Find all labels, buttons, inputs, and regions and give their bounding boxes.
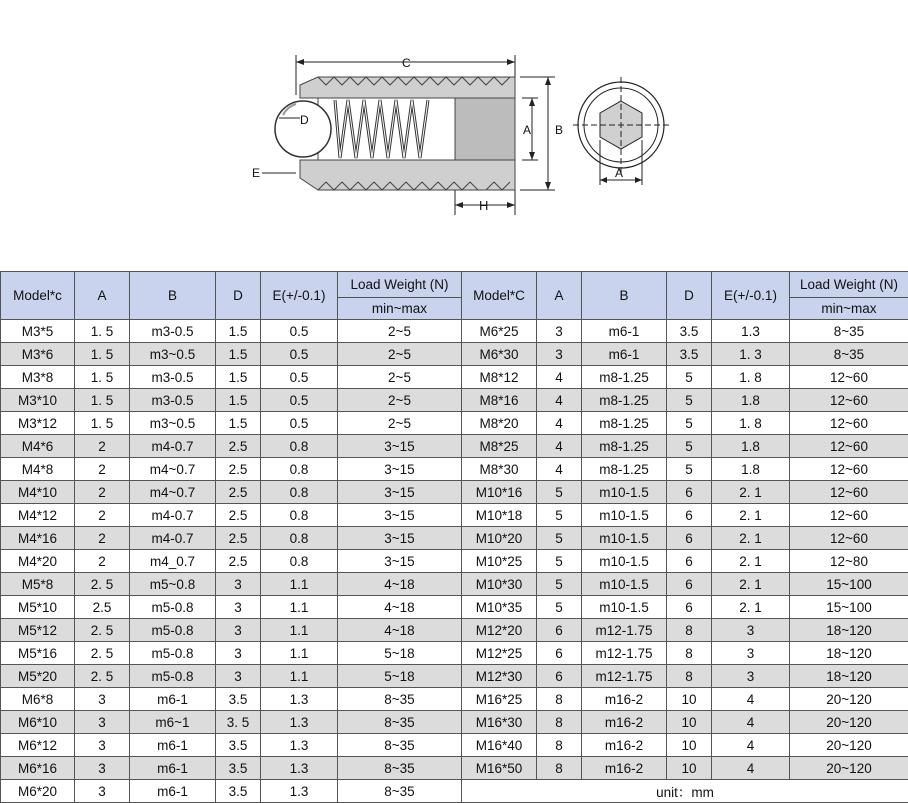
table-cell: M4*10 [1,481,75,504]
table-cell: 1. 3 [712,343,790,366]
table-cell: 2~5 [338,389,462,412]
table-cell: 4 [712,757,790,780]
table-cell: 2. 5 [75,573,130,596]
end-view-label-a: A [615,166,624,180]
table-row [1,435,908,458]
table-cell: 1.3 [261,734,338,757]
table-cell: 8~35 [338,688,462,711]
table-cell: 4 [537,389,582,412]
table-cell: 5 [537,573,582,596]
table-cell: 8 [667,642,712,665]
plunger-body [275,77,515,190]
table-cell: 12~60 [790,527,908,550]
table-row [1,504,908,527]
table-row [1,366,908,389]
table-cell: M12*20 [462,619,537,642]
table-cell: M8*25 [462,435,537,458]
table-cell: 10 [667,734,712,757]
table-cell: 3~15 [338,504,462,527]
table-cell: 4 [537,435,582,458]
table-cell: 1.5 [216,412,261,435]
table-cell: 1. 5 [75,320,130,343]
table-cell: 3~15 [338,527,462,550]
table-cell: 1.1 [261,596,338,619]
dim-label-b: B [555,123,564,137]
table-cell: 4~18 [338,573,462,596]
table-cell: 8~35 [338,780,462,803]
table-cell: 1. 8 [712,366,790,389]
table-cell: 12~60 [790,481,908,504]
table-cell: m10-1.5 [582,596,667,619]
table-cell: 12~60 [790,458,908,481]
table-cell: 12~60 [790,504,908,527]
table-cell: 3 [216,619,261,642]
table-cell: m16-2 [582,688,667,711]
table-cell: m12-1.75 [582,642,667,665]
table-cell: M10*18 [462,504,537,527]
table-cell: 12~80 [790,550,908,573]
table-cell: M4*12 [1,504,75,527]
table-row [1,458,908,481]
table-cell: M10*25 [462,550,537,573]
table-cell: 3 [537,320,582,343]
table-cell: 20~120 [790,757,908,780]
table-cell: M10*35 [462,596,537,619]
table-cell: 1. 5 [75,412,130,435]
table-cell: 8 [537,688,582,711]
table-cell: 20~120 [790,688,908,711]
table-cell: M3*12 [1,412,75,435]
table-cell: 1.1 [261,619,338,642]
header-a-left: A [75,272,130,320]
table-cell: 5 [537,527,582,550]
table-cell: 1.5 [216,320,261,343]
table-cell: M6*10 [1,711,75,734]
table-cell: 20~120 [790,711,908,734]
table-row [1,596,908,619]
table-cell: 4 [712,688,790,711]
table-cell: M8*12 [462,366,537,389]
table-cell: 0.8 [261,504,338,527]
table-cell: m5-0.8 [130,596,216,619]
table-cell: m6-1 [130,780,216,803]
table-cell: 0.5 [261,389,338,412]
table-row [1,412,908,435]
table-cell: M6*12 [1,734,75,757]
dim-label-d: D [300,113,309,127]
table-cell: 3 [75,688,130,711]
table-cell: 12~60 [790,366,908,389]
dim-label-a: A [523,123,532,137]
header-e-right: E(+/-0.1) [712,272,790,320]
header-load-right: Load Weight (N) [790,272,908,298]
table-row [1,688,908,711]
table-cell: m5-0.8 [130,619,216,642]
table-cell: 5 [537,504,582,527]
table-row [1,320,908,343]
table-cell: M5*20 [1,665,75,688]
table-cell: 1.1 [261,573,338,596]
table-cell: M8*16 [462,389,537,412]
table-cell: 5~18 [338,665,462,688]
header-b-left: B [130,272,216,320]
table-cell: 15~100 [790,596,908,619]
table-cell: 3 [75,780,130,803]
table-cell: m5-0.8 [130,642,216,665]
spring-plunger-drawing [0,0,908,270]
table-cell: m4_0.7 [130,550,216,573]
table-cell: m8-1.25 [582,412,667,435]
table-cell: 3.5 [216,734,261,757]
table-cell: 8~35 [790,343,908,366]
table-cell: 3.5 [216,780,261,803]
table-cell: 2.5 [216,504,261,527]
table-cell: 2~5 [338,412,462,435]
table-cell: m12-1.75 [582,665,667,688]
table-cell: 5 [537,481,582,504]
table-cell: 5~18 [338,642,462,665]
table-cell: 8~35 [790,320,908,343]
table-cell: 8~35 [338,734,462,757]
table-cell: m10-1.5 [582,504,667,527]
table-cell: 1.8 [712,435,790,458]
table-cell: 4~18 [338,596,462,619]
table-row [1,527,908,550]
table-cell: 8~35 [338,711,462,734]
table-cell: M5*10 [1,596,75,619]
table-cell: M16*50 [462,757,537,780]
table-cell: 6 [537,665,582,688]
table-cell: 2.5 [216,550,261,573]
table-cell: 1. 5 [75,389,130,412]
table-cell: 8 [537,757,582,780]
table-cell: m10-1.5 [582,481,667,504]
table-cell: m10-1.5 [582,573,667,596]
table-cell: 1.1 [261,642,338,665]
table-cell: m4-0.7 [130,527,216,550]
table-cell: M16*25 [462,688,537,711]
table-cell: M10*16 [462,481,537,504]
table-cell: 15~100 [790,573,908,596]
table-cell: 1.3 [261,780,338,803]
table-cell: m16-2 [582,711,667,734]
table-cell: 12~60 [790,435,908,458]
table-cell: M5*8 [1,573,75,596]
table-cell: m3-0.5 [130,366,216,389]
table-cell: M6*16 [1,757,75,780]
table-cell: 3~15 [338,481,462,504]
table-cell: m3~0.5 [130,343,216,366]
table-header-row [1,272,908,298]
table-cell: 5 [667,435,712,458]
table-cell: 3 [216,665,261,688]
table-cell: 1.3 [261,757,338,780]
table-cell: M6*20 [1,780,75,803]
dim-label-h: H [479,198,489,213]
table-cell: m16-2 [582,734,667,757]
table-cell: M4*20 [1,550,75,573]
table-cell: 1. 5 [75,343,130,366]
table-cell: M3*6 [1,343,75,366]
header-d-right: D [667,272,712,320]
table-cell: m3-0.5 [130,320,216,343]
table-cell: 0.8 [261,550,338,573]
table-cell: M12*25 [462,642,537,665]
table-cell: 0.8 [261,435,338,458]
table-cell: M16*30 [462,711,537,734]
table-cell: 6 [667,504,712,527]
dim-label-e: E [252,166,261,180]
table-cell: 8 [537,711,582,734]
table-cell: 4 [537,366,582,389]
table-cell: 6 [667,550,712,573]
table-cell: 18~120 [790,642,908,665]
table-cell: 3.5 [216,757,261,780]
table-cell: 3 [712,619,790,642]
table-row [1,734,908,757]
table-row [1,619,908,642]
table-cell: 0.8 [261,481,338,504]
table-row [1,343,908,366]
table-cell: 4 [537,458,582,481]
table-cell: M5*12 [1,619,75,642]
table-cell: 3 [712,642,790,665]
table-cell: 6 [537,619,582,642]
table-cell: 5 [667,412,712,435]
table-cell: m5-0.8 [130,665,216,688]
table-cell: 5 [667,366,712,389]
table-row [1,665,908,688]
table-cell: M3*5 [1,320,75,343]
table-cell: m16-2 [582,757,667,780]
table-row [1,481,908,504]
table-cell: 3~15 [338,458,462,481]
table-cell: 0.8 [261,527,338,550]
header-load-sub-right: min~max [790,298,908,320]
table-cell: 2~5 [338,320,462,343]
table-cell: m5~0.8 [130,573,216,596]
header-d-left: D [216,272,261,320]
header-load-left: Load Weight (N) [338,272,462,298]
table-cell: m4-0.7 [130,435,216,458]
table-cell: 18~120 [790,665,908,688]
table-cell: m4~0.7 [130,481,216,504]
table-cell: 2.5 [216,435,261,458]
table-cell: 0.5 [261,366,338,389]
table-cell: 20~120 [790,734,908,757]
table-cell: M4*16 [1,527,75,550]
table-cell: 10 [667,688,712,711]
table-cell: M5*16 [1,642,75,665]
table-cell: 2 [75,458,130,481]
table-cell: 2. 1 [712,481,790,504]
table-cell: 5 [537,596,582,619]
table-cell: 4 [712,734,790,757]
table-cell: 4 [537,412,582,435]
table-cell: 3 [216,642,261,665]
table-cell: m6~1 [130,711,216,734]
table-cell: 4 [712,711,790,734]
table-cell: 5 [667,458,712,481]
table-row [1,573,908,596]
table-cell: M10*20 [462,527,537,550]
table-row [1,550,908,573]
table-cell: 1.8 [712,458,790,481]
table-cell: 3 [216,573,261,596]
table-cell: 10 [667,711,712,734]
table-cell: 2. 1 [712,596,790,619]
header-model-left: Model*c [1,272,75,320]
table-cell: 8~35 [338,757,462,780]
table-cell: m3~0.5 [130,412,216,435]
header-a-right: A [537,272,582,320]
table-cell: 10 [667,757,712,780]
table-cell: 6 [667,596,712,619]
table-cell: 4~18 [338,619,462,642]
table-cell: 1.3 [261,711,338,734]
table-cell: 0.5 [261,320,338,343]
table-cell: m6-1 [130,688,216,711]
table-cell: 2. 5 [75,665,130,688]
table-cell: 2 [75,481,130,504]
table-cell: m10-1.5 [582,550,667,573]
table-cell: 2.5 [216,527,261,550]
table-cell: 6 [537,642,582,665]
table-cell: 6 [667,481,712,504]
table-cell: m6-1 [130,757,216,780]
table-cell: 1. 5 [75,366,130,389]
header-model-right: Model*C [462,272,537,320]
header-b-right: B [582,272,667,320]
table-cell: 3.5 [667,320,712,343]
table-cell: M6*8 [1,688,75,711]
table-cell: m8-1.25 [582,366,667,389]
table-cell: 2~5 [338,343,462,366]
table-cell: 5 [537,550,582,573]
table-cell: 3~15 [338,550,462,573]
table-cell: 3.5 [216,688,261,711]
table-cell: M6*30 [462,343,537,366]
spec-table [0,271,908,803]
table-cell: 2 [75,435,130,458]
table-cell: 0.5 [261,412,338,435]
table-cell: 1.1 [261,665,338,688]
table-cell: m12-1.75 [582,619,667,642]
dim-label-c: C [402,56,411,70]
table-row [1,711,908,734]
table-cell: M8*30 [462,458,537,481]
table-cell: M8*20 [462,412,537,435]
table-cell: 8 [667,665,712,688]
table-cell: 2.5 [216,458,261,481]
table-cell: M3*10 [1,389,75,412]
table-cell: 3. 5 [216,711,261,734]
table-cell: m8-1.25 [582,458,667,481]
table-cell: 1.3 [261,688,338,711]
table-row [1,780,908,803]
table-cell: 3.5 [667,343,712,366]
table-cell: 2.5 [75,596,130,619]
table-cell: 3 [537,343,582,366]
table-cell: 0.5 [261,343,338,366]
table-cell: 3 [216,596,261,619]
table-cell: m8-1.25 [582,389,667,412]
table-cell: 2. 1 [712,573,790,596]
table-cell: 18~120 [790,619,908,642]
table-cell: 6 [667,573,712,596]
table-cell: 2.5 [216,481,261,504]
table-cell: 2. 1 [712,504,790,527]
table-cell: M16*40 [462,734,537,757]
table-cell: 12~60 [790,412,908,435]
table-cell: 3 [712,665,790,688]
table-cell: m3-0.5 [130,389,216,412]
table-cell: 3 [75,711,130,734]
table-cell: 2~5 [338,366,462,389]
table-cell: M4*8 [1,458,75,481]
header-load-sub-left: min~max [338,298,462,320]
table-cell: 6 [667,527,712,550]
table-cell: 1. 8 [712,412,790,435]
table-row [1,642,908,665]
table-cell: m6-1 [582,343,667,366]
table-row [1,757,908,780]
table-cell: 1.5 [216,389,261,412]
table-cell: 2 [75,527,130,550]
table-cell: m4~0.7 [130,458,216,481]
table-cell: M10*30 [462,573,537,596]
table-cell: M4*6 [1,435,75,458]
table-cell: 1.5 [216,366,261,389]
table-cell: 0.8 [261,458,338,481]
table-cell: M3*8 [1,366,75,389]
header-e-left: E(+/-0.1) [261,272,338,320]
table-cell: 12~60 [790,389,908,412]
table-cell: 8 [537,734,582,757]
table-cell: m6-1 [582,320,667,343]
table-cell: m6-1 [130,734,216,757]
table-cell: 2 [75,550,130,573]
table-cell: 1.5 [216,343,261,366]
table-cell: 2. 1 [712,527,790,550]
units-note: unit：mm [462,780,908,803]
table-cell: 2. 5 [75,642,130,665]
table-cell: m10-1.5 [582,527,667,550]
table-cell: M12*30 [462,665,537,688]
table-cell: 3 [75,757,130,780]
table-cell: 8 [667,619,712,642]
table-cell: M6*25 [462,320,537,343]
table-cell: 2 [75,504,130,527]
table-cell: 3~15 [338,435,462,458]
table-cell: m8-1.25 [582,435,667,458]
table-cell: 5 [667,389,712,412]
table-cell: 2. 5 [75,619,130,642]
table-row [1,389,908,412]
table-cell: 1.3 [712,320,790,343]
table-cell: m4-0.7 [130,504,216,527]
table-cell: 2. 1 [712,550,790,573]
table-cell: 1.8 [712,389,790,412]
table-cell: 3 [75,734,130,757]
